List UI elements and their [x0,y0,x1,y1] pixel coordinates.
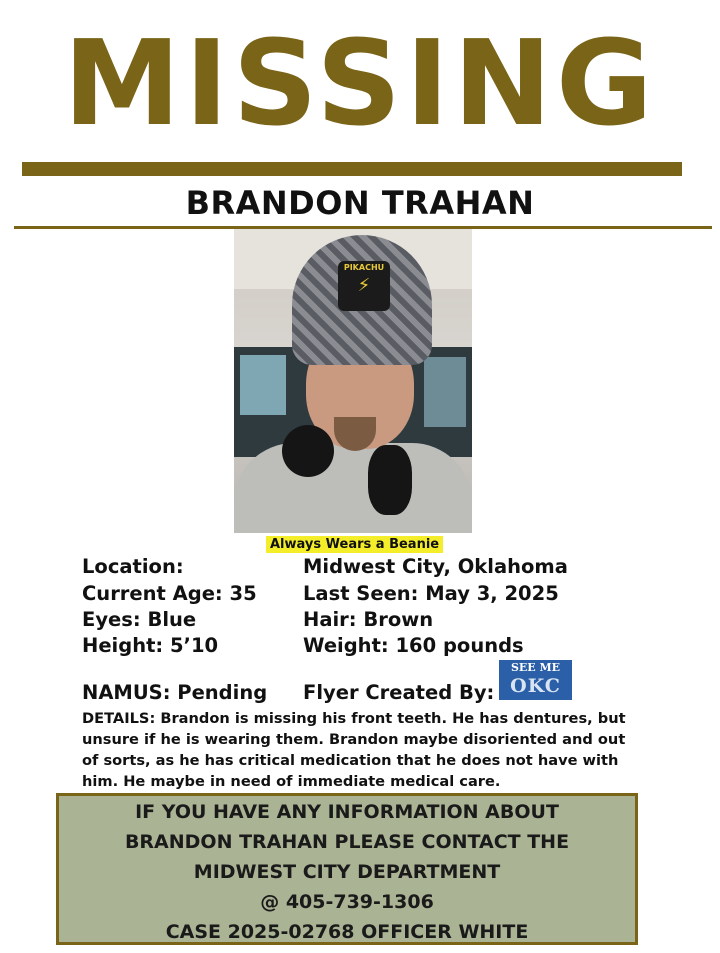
beanie-patch [338,261,390,311]
see-me-okc-logo [499,660,572,700]
photo-door-right [424,357,466,427]
photo-door-left [240,355,286,415]
photo-caption: Always Wears a Beanie [266,536,443,553]
contact-line-2: BRANDON TRAHAN PLEASE CONTACT THE [124,831,570,853]
contact-line-3: MIDWEST CITY DEPARTMENT [193,861,501,883]
headphone-left [282,425,334,477]
location-value: Midwest City, Oklahoma [303,555,568,578]
headphone-right [368,445,412,515]
contact-box [56,793,638,945]
missing-title: MISSING [63,14,657,152]
logo-line1: SEE ME [510,661,561,674]
eyes: Eyes: Blue [82,608,197,631]
flyer-credit: Flyer Created By: [303,681,495,704]
case-number: CASE 2025-02768 OFFICER WHITE [165,921,529,943]
details-text: DETAILS: Brandon is missing his front teeth. He has dentures, but unsure if he is wearing them. Brandon maybe disoriented and out of sorts, as he has critical medication that he does not have with him. He maybe in need of immediate medical care. [82,710,626,790]
photo-shirt [234,443,472,533]
last-seen: Last Seen: May 3, 2025 [303,582,559,605]
location-label: Location: [82,555,184,578]
contact-phone: @ 405-739-1306 [260,891,434,913]
weight: Weight: 160 pounds [303,634,524,657]
beanie-patch-text: PIKACHU [343,263,385,272]
title-divider [22,162,682,176]
pikachu-icon: ⚡ [357,275,371,296]
namus-status: NAMUS: Pending [82,681,268,704]
current-age: Current Age: 35 [82,582,257,605]
contact-line-1: IF YOU HAVE ANY INFORMATION ABOUT [135,801,559,823]
height: Height: 5’10 [82,634,219,657]
person-name: BRANDON TRAHAN [185,184,535,222]
person-photo [234,229,472,533]
hair: Hair: Brown [303,608,434,631]
logo-line2: OKC [510,675,561,697]
